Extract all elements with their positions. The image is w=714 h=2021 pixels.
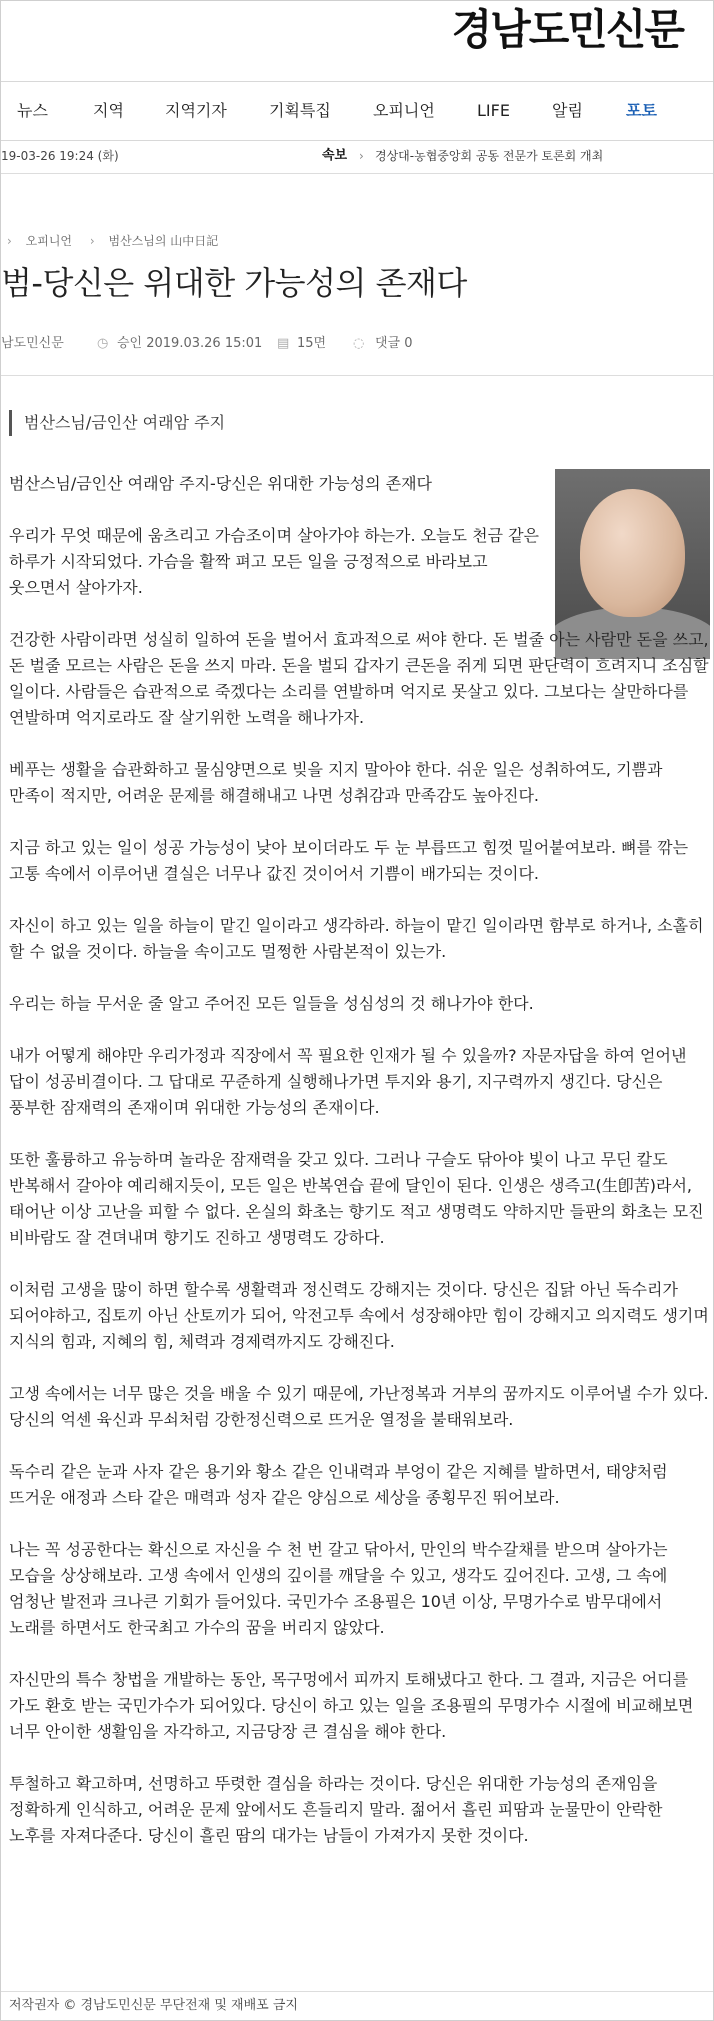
paragraph: 이처럼 고생을 많이 하면 할수록 생활력과 정신력도 강해지는 것이다. 당신은 집닭 아닌 독수리가 되어야하고, 집토끼 아닌 산토끼가 되어, 악전고투 속에서 성장해야만 힘이 강해지고 의지력도 생기며 지식의 힘과, 지혜의 힘, 체력과 경제력까지도 강해진다. [9, 1280, 709, 1351]
paragraph: 내가 어떻게 해야만 우리가정과 직장에서 꼭 필요한 인재가 될 수 있을까? 자문자답을 하여 얻어낸 답이 성공비결이다. 그 답대로 꾸준하게 실행해나가면 투지와 용기, 지구력까지 생긴다. 당신은 풍부한 잠재력의 존재이며 위대한 가능성의 존재이다. [9, 1046, 687, 1117]
paragraph: 우리가 무엇 때문에 움츠리고 가슴조이며 살아가야 하는가. 오늘도 천금 같은 하루가 시작되었다. 가슴을 활짝 펴고 모든 일을 긍정적으로 바라보고 웃으면서 살아가자. [9, 526, 539, 597]
page-icon: ▤ [277, 336, 290, 351]
divider [1, 375, 713, 376]
copyright-notice: 저작권자 © 경남도민신문 무단전재 및 재배포 금지 [9, 1998, 298, 2013]
nav-item-region[interactable]: 지역 [93, 101, 124, 120]
paragraph: 투철하고 확고하며, 선명하고 뚜렷한 결심을 하라는 것이다. 당신은 위대한 가능성의 존재임을 정확하게 인식하고, 어려운 문제 앞에서도 흔들리지 말라. 젊어서 흘린 피땀과 눈물만이 안락한 노후를 자져다준다. 당신이 흘린 땀의 대가는 남들이 가져가지 못한 것이다. [9, 1774, 663, 1845]
paragraph: 자신이 하고 있는 일을 하늘이 맡긴 일이라고 생각하라. 하늘이 맡긴 일이라면 함부로 하거나, 소홀히 할 수 없을 것이다. 하늘을 속이고도 멀쩡한 사람본적이 있는가. [9, 916, 704, 961]
nav-item-news[interactable]: 뉴스 [17, 101, 48, 120]
paragraph: 자신만의 특수 창법을 개발하는 동안, 목구멍에서 피까지 토해냈다고 한다. 그 결과, 지금은 어디를 가도 환호 받는 국민가수가 되어있다. 당신이 하고 있는 일을 조용필의 무명가수 시절에 비교해보면 너무 안이한 생활임을 자각하고, 지금당장 큰 결심을 해야 한다. [9, 1670, 694, 1741]
paragraph: 건강한 사람이라면 성실히 일하여 돈을 벌어서 효과적으로 써야 한다. 돈 벌줄 아는 사람만 돈을 쓰고, 돈 벌줄 모르는 사람은 돈을 쓰지 마라. 돈을 벌되 갑자기 큰돈을 쥐게 되면 판단력이 흐려지니 조심할 일이다. 사람들은 습관적으로 죽겠다는 소리를 연발하며 억지로 못살고 있다. 그보다는 살만하다를 연발하며 억지로라도 잘 살기위한 노력을 해나가자. [9, 630, 709, 727]
meta-publisher: 남도민신문 [1, 336, 64, 351]
nav-item-region-reporter[interactable]: 지역기자 [165, 101, 227, 120]
paragraph: 범산스님/금인산 여래암 주지-당신은 위대한 가능성의 존재다 [9, 474, 432, 493]
breadcrumb-item-opinion[interactable]: 오피니언 [25, 234, 73, 248]
info-bar [1, 139, 713, 174]
chevron-right-icon: › [359, 149, 364, 163]
clock-icon: ◷ [97, 336, 109, 351]
paragraph: 지금 하고 있는 일이 성공 가능성이 낮아 보이더라도 두 눈 부릅뜨고 힘껏 밀어붙여보라. 뼈를 깎는 고통 속에서 이루어낸 결실은 너무나 값진 것이어서 기쁨이 배가되는 것이다. [9, 838, 689, 883]
paragraph: 고생 속에서는 너무 많은 것을 배울 수 있기 때문에, 가난정복과 거부의 꿈까지도 이루어낼 수가 있다. 당신의 억센 육신과 무쇠처럼 강한정신력으로 뜨거운 열정을 불태워보라. [9, 1384, 709, 1429]
article-body [9, 471, 709, 1875]
breaking-news-link[interactable]: 경상대-농협중앙회 공동 전문가 토론회 개최 [375, 149, 604, 163]
current-date: 19-03-26 19:24 (화) [1, 149, 119, 163]
paragraph: 베푸는 생활을 습관화하고 물심양면으로 빚을 지지 말아야 한다. 쉬운 일은 성취하여도, 기쁨과 만족이 적지만, 어려운 문제를 해결해내고 나면 성취감과 만족감도 높아진다. [9, 760, 663, 805]
chevron-right-icon: › [7, 234, 12, 248]
breadcrumb-item-column[interactable]: 범산스님의 山中日記 [108, 234, 219, 248]
article-title: 범-당신은 위대한 가능성의 존재다 [1, 264, 467, 302]
meta-page: 15면 [297, 336, 327, 351]
paragraph: 독수리 같은 눈과 사자 같은 용기와 황소 같은 인내력과 부엉이 같은 지혜를 발하면서, 태양처럼 뜨거운 애정과 스타 같은 매력과 성자 같은 양심으로 세상을 종횡무진 뛰어보라. [9, 1462, 668, 1507]
paragraph: 나는 꼭 성공한다는 확신으로 자신을 수 천 번 갈고 닦아서, 만인의 박수갈채를 받으며 살아가는 모습을 상상해보라. 고생 속에서 인생의 깊이를 깨달을 수 있고, 생각도 깊어진다. 고생, 그 속에 엄청난 발전과 크나큰 기회가 들어있다. 국민가수 조용필은 10년 이상, 무명가수로 밤무대에서 노래를 하면서도 한국최고 가수의 꿈을 버리지 않았다. [9, 1540, 668, 1637]
nav-item-opinion[interactable]: 오피니언 [373, 101, 435, 120]
nav-item-features[interactable]: 기획특집 [269, 101, 331, 120]
main-nav [1, 81, 713, 141]
meta-approved: 승인 2019.03.26 15:01 [117, 336, 263, 351]
paragraph: 또한 훌륭하고 유능하며 놀라운 잠재력을 갖고 있다. 그러나 구슬도 닦아야 빛이 나고 무딘 칼도 반복해서 갈아야 예리해지듯이, 모든 일은 반복연습 끝에 달인이 된다. 인생은 생즉고(生卽苦)라서, 태어난 이상 고난을 피할 수 없다. 온실의 화초는 향기도 적고 생명력도 약하지만 들판의 화초는 모진 비바람도 잘 견뎌내며 향기도 진하고 생명력도 강하다. [9, 1150, 704, 1247]
site-logo[interactable]: 경남도민신문 [451, 5, 683, 54]
paragraph: 우리는 하늘 무서운 줄 알고 주어진 모든 일들을 성심성의 것 해나가야 한다. [9, 994, 534, 1013]
article-subhead: 범산스님/금인산 여래암 주지 [9, 410, 225, 436]
nav-item-notice[interactable]: 알림 [552, 101, 583, 120]
chevron-right-icon: › [89, 234, 95, 248]
comment-icon: ◌ [353, 336, 365, 351]
article-meta [1, 329, 713, 359]
divider [1, 1991, 713, 1992]
meta-comments[interactable]: 댓글 0 [375, 336, 413, 351]
breadcrumb [1, 233, 218, 249]
breaking-label: 속보 [322, 148, 348, 163]
nav-item-photo[interactable]: 포토 [626, 101, 657, 120]
nav-item-life[interactable]: LIFE [477, 101, 510, 120]
